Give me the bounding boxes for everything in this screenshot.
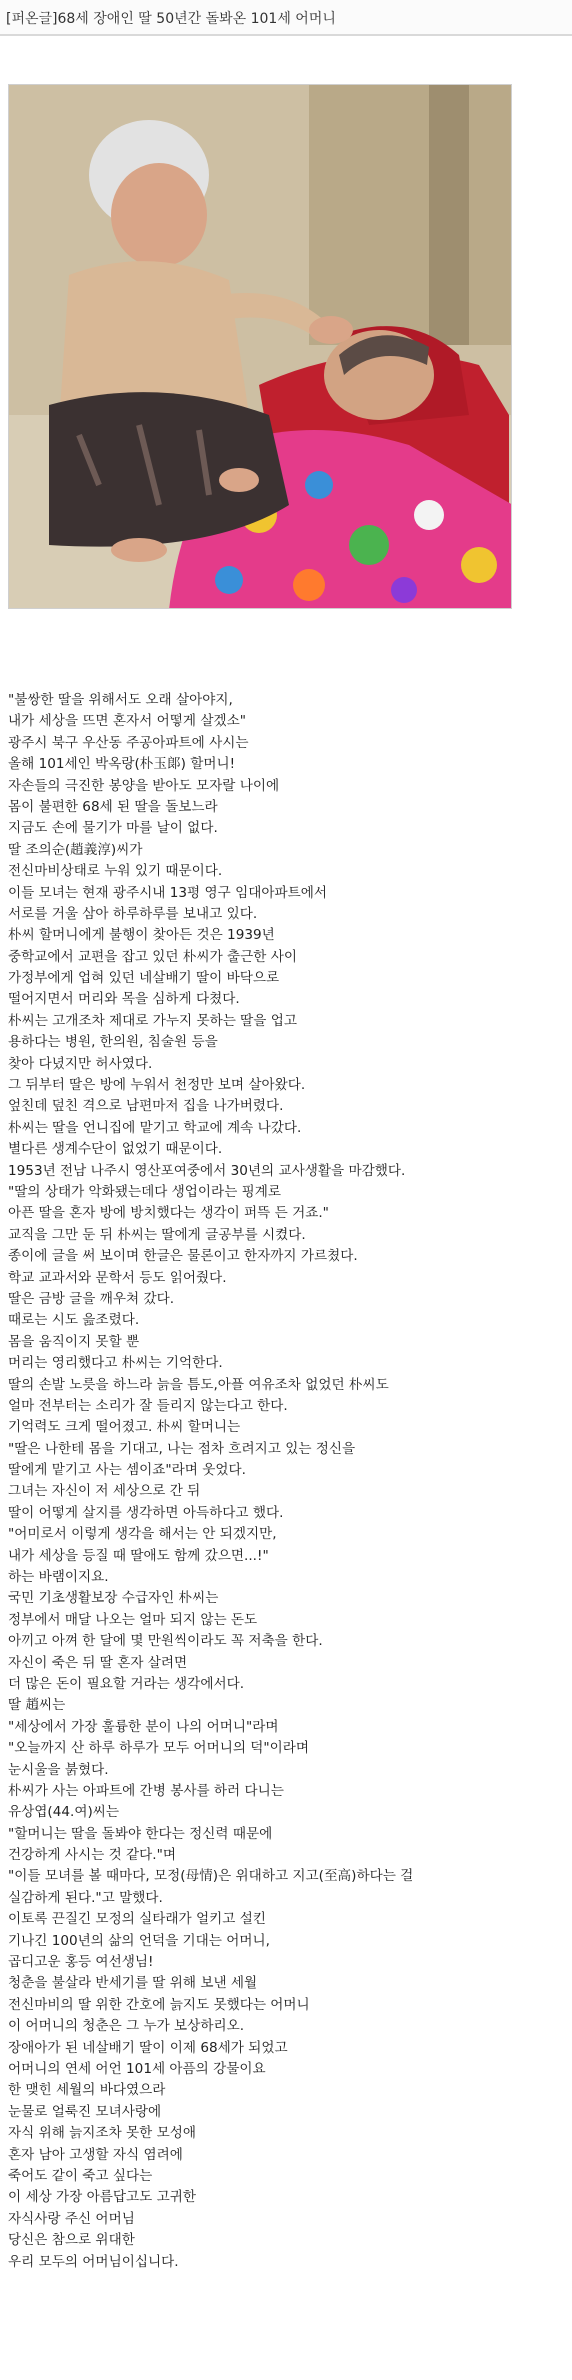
text-line: 얼마 전부터는 소리가 잘 들리지 않는다고 한다. [8,1397,288,1414]
text-line: 朴씨 할머니에게 불행이 찾아든 것은 1939년 [8,927,275,944]
text-line: 우리 모두의 어머님이십니다. [8,2253,179,2270]
text-line: 朴씨는 고개조차 제대로 가누지 못하는 딸을 업고 [8,1012,298,1029]
text-line: 눈물로 얼룩진 모녀사랑에 [8,2103,162,2120]
text-line: 더 많은 돈이 필요할 거라는 생각에서다. [8,1675,245,1692]
article-body [8,690,564,2273]
text-line: 찾아 다녔지만 허사였다. [8,1055,153,1072]
text-line: 용하다는 병원, 한의원, 침술원 등을 [8,1034,218,1051]
post-title: [퍼온글]68세 장애인 딸 50년간 돌봐온 101세 어머니 [6,11,336,27]
text-line: 곱디고운 홍등 여선생님! [8,1954,154,1971]
text-line: 하는 바램이지요. [8,1569,109,1586]
text-line: 기억력도 크게 떨어졌고. 朴씨 할머니는 [8,1419,241,1436]
text-line: 몸이 불편한 68세 된 딸을 돌보느라 [8,798,218,815]
text-line: 아픈 딸을 혼자 방에 방치했다는 생각이 퍼뜩 든 거죠." [8,1205,329,1222]
text-line: 몸을 움직이지 못할 뿐 [8,1333,140,1350]
text-line: 지금도 손에 물기가 마를 날이 없다. [8,820,218,837]
text-line: "불쌍한 딸을 위해서도 오래 살아야지, [8,692,233,708]
text-line: 혼자 남아 고생할 자식 염려에 [8,2146,183,2163]
text-line: 전신마비상태로 누워 있기 때문이다. [8,863,223,880]
text-line: 이 어머니의 청춘은 그 누가 보상하리오. [8,2018,245,2035]
text-line: 서로를 거울 삼아 하루하루를 보내고 있다. [8,905,258,922]
text-line: 1953년 전남 나주시 영산포여중에서 30년의 교사생활을 마감했다. [8,1162,406,1179]
text-line: "이들 모녀를 볼 때마다, 모정(母情)은 위대하고 지고(至高)하다는 걸 [8,1868,414,1885]
text-line: "할머니는 딸을 돌봐야 한다는 정신력 때문에 [8,1825,273,1842]
text-line: 아끼고 아껴 한 달에 몇 만원씩이라도 꼭 저축을 한다. [8,1633,323,1650]
text-line: 유상엽(44.여)씨는 [8,1804,120,1821]
text-line: 내가 세상을 뜨면 혼자서 어떻게 살겠소" [8,713,246,730]
text-line: 때로는 시도 읊조렸다. [8,1312,140,1329]
text-line: 건강하게 사시는 것 같다."며 [8,1847,176,1864]
text-line: 당신은 참으로 위대한 [8,2232,135,2249]
text-line: 자신이 죽은 뒤 딸 혼자 살려면 [8,1654,188,1671]
text-line: 자손들의 극진한 봉양을 받아도 모자랄 나이에 [8,777,280,794]
title-bar [0,0,572,36]
text-line: 엎친데 덮친 격으로 남편마저 집을 나가버렸다. [8,1098,284,1115]
text-line: 죽어도 같이 죽고 싶다는 [8,2167,153,2184]
text-line: 학교 교과서와 문학서 등도 읽어줬다. [8,1269,227,1286]
text-line: 가정부에게 업혀 있던 네살배기 딸이 바닥으로 [8,970,280,987]
text-line: 딸 조의순(趙義淳)씨가 [8,841,143,858]
photo-mother-daughter-icon [9,85,512,609]
text-line: 눈시울을 붉혔다. [8,1761,109,1778]
text-line: 딸은 금방 글을 깨우쳐 갔다. [8,1290,175,1307]
text-line: "딸은 나한테 몸을 기대고, 나는 점차 흐려지고 있는 정신을 [8,1440,356,1457]
text-line: 실감하게 된다."고 말했다. [8,1889,163,1906]
text-line: "세상에서 가장 훌륭한 분이 나의 어머니"라며 [8,1718,279,1735]
text-line: 장애아가 된 네살배기 딸이 이제 68세가 되었고 [8,2039,288,2056]
text-line: 이들 모녀는 현재 광주시내 13평 영구 임대아파트에서 [8,884,327,901]
text-line: 이 세상 가장 아름답고도 고귀한 [8,2189,196,2206]
text-line: 별다른 생계수단이 없었기 때문이다. [8,1141,223,1158]
text-line: 국민 기초생활보장 수급자인 朴씨는 [8,1590,219,1607]
text-line: 내가 세상을 등질 때 딸애도 함께 갔으면...!" [8,1547,269,1564]
text-line: 정부에서 매달 나오는 얼마 되지 않는 돈도 [8,1611,258,1628]
text-line: 그녀는 자신이 저 세상으로 간 뒤 [8,1483,201,1500]
text-line: 떨어지면서 머리와 목을 심하게 다쳤다. [8,991,240,1008]
text-line: 朴씨는 딸을 언니집에 맡기고 학교에 계속 나갔다. [8,1119,302,1136]
text-line: 朴씨가 사는 아파트에 간병 봉사를 하러 다니는 [8,1782,284,1799]
text-line: 올해 101세인 박옥랑(朴玉郞) 할머니! [8,756,236,773]
article-photo [8,84,512,609]
text-line: 딸의 손발 노릇을 하느라 늙을 틈도,아플 여유조차 없었던 朴씨도 [8,1376,389,1393]
text-line: 전신마비의 딸 위한 간호에 늙지도 못했다는 어머니 [8,1996,310,2013]
text-line: 자식 위해 늙지조차 못한 모성애 [8,2125,196,2142]
text-line: 그 뒤부터 딸은 방에 누워서 천정만 보며 살아왔다. [8,1077,306,1094]
text-line: 청춘을 불살라 반세기를 딸 위해 보낸 세월 [8,1975,258,1992]
text-line: 머리는 영리했다고 朴씨는 기억한다. [8,1355,223,1372]
text-line: 중학교에서 교편을 잡고 있던 朴씨가 출근한 사이 [8,948,298,965]
text-line: 어머니의 연세 어언 101세 아픔의 강물이요 [8,2061,266,2077]
text-line: 교직을 그만 둔 뒤 朴씨는 딸에게 글공부를 시켰다. [8,1226,306,1243]
text-line: 종이에 글을 써 보이며 한글은 물론이고 한자까지 가르쳤다. [8,1248,358,1265]
text-line: 자식사랑 주신 어머님 [8,2210,135,2227]
text-line: "오늘까지 산 하루 하루가 모두 어머니의 덕"이라며 [8,1740,310,1757]
text-line: 기나긴 100년의 삶의 언덕을 기대는 어머니, [8,1932,270,1949]
text-line: 한 맺힌 세월의 바다였으라 [8,2082,166,2099]
text-line: "딸의 상태가 악화됐는데다 생업이라는 핑계로 [8,1183,282,1200]
text-line: 딸이 어떻게 살지를 생각하면 아득하다고 했다. [8,1504,284,1521]
text-line: 딸 趙씨는 [8,1697,66,1714]
text-line: 광주시 북구 우산동 주공아파트에 사시는 [8,734,249,751]
text-line: "어미로서 이렇게 생각을 해서는 안 되겠지만, [8,1526,277,1543]
text-line: 이토록 끈질긴 모정의 실타래가 얼키고 설킨 [8,1911,266,1928]
text-line: 딸에게 맡기고 사는 셈이죠"라며 웃었다. [8,1462,246,1479]
